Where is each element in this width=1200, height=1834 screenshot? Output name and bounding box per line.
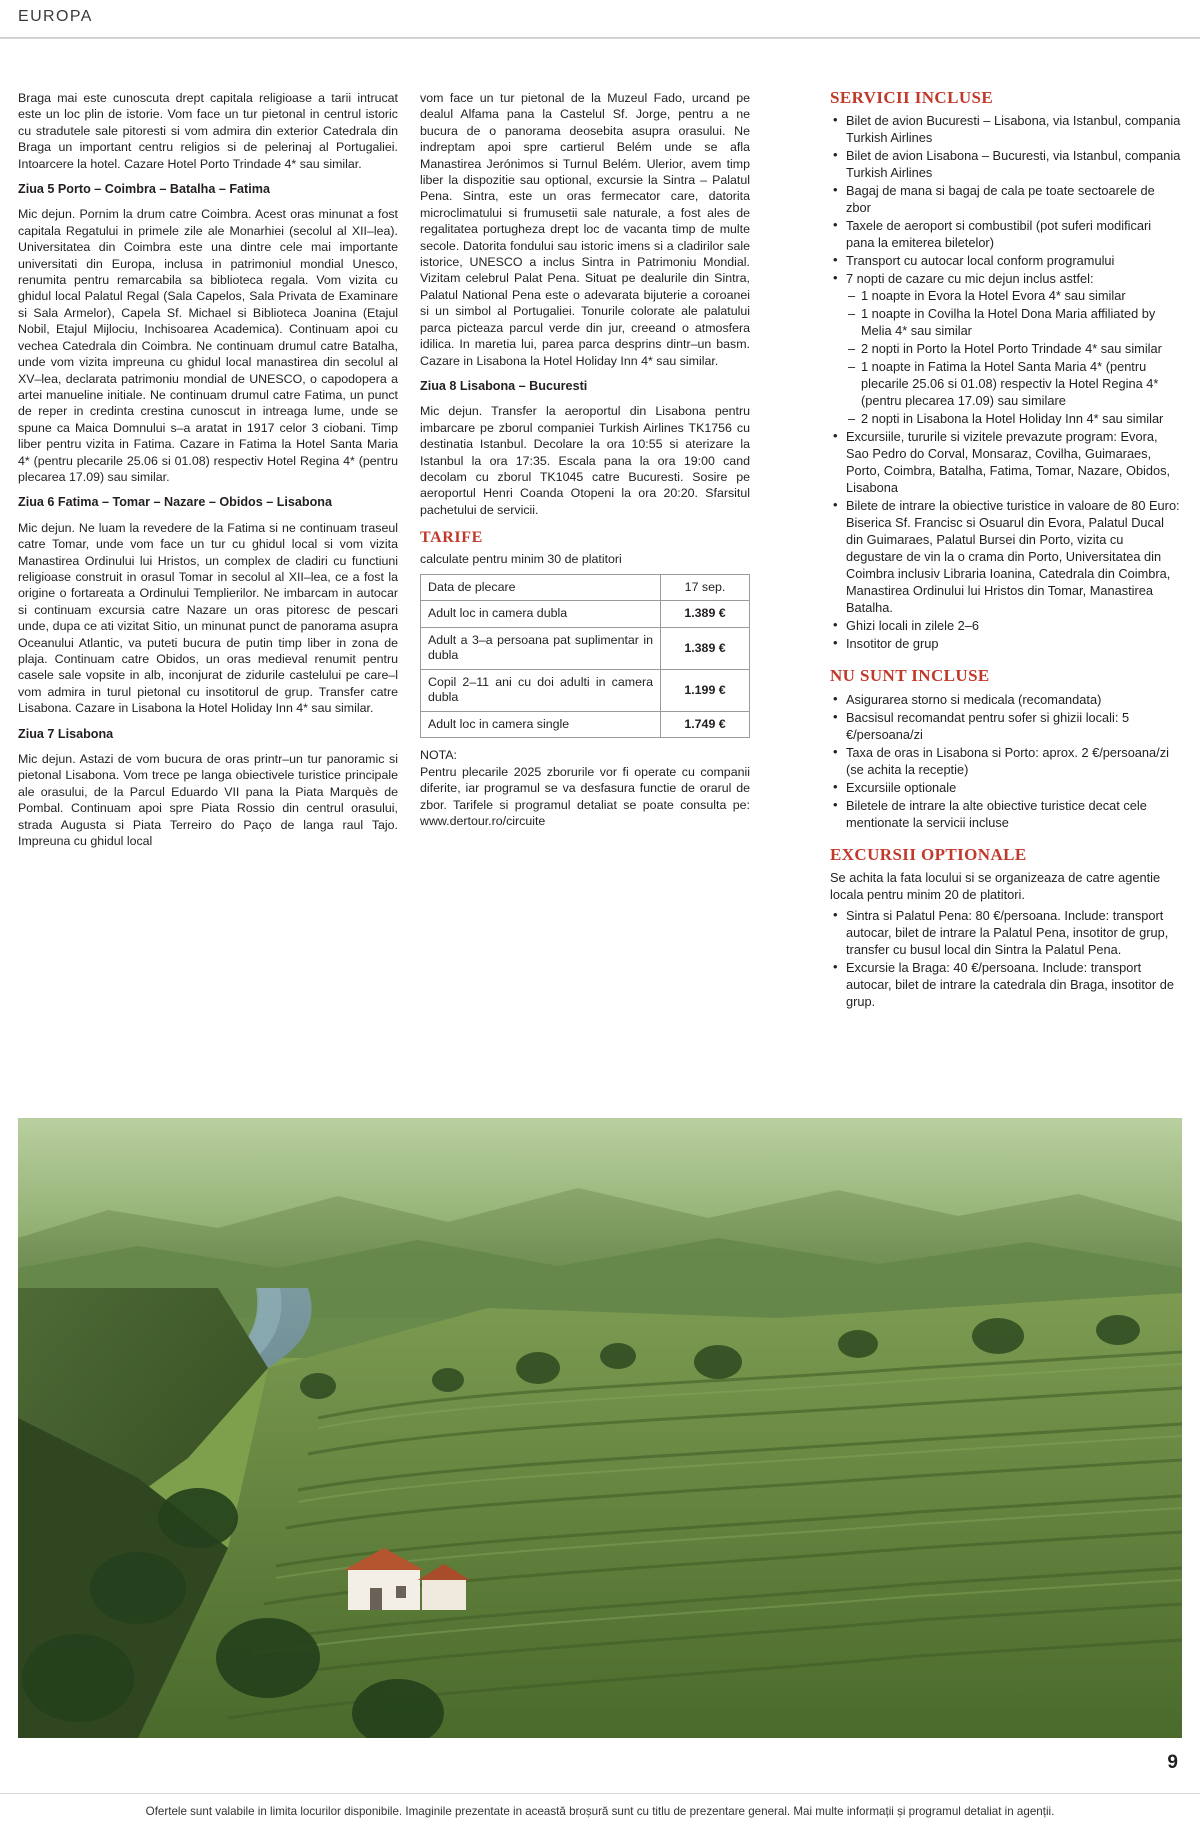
optional-excursions-list	[830, 907, 1182, 1010]
footer-disclaimer: Ofertele sunt valabile in limita locurilor disponibile. Imaginile prezentate in această broșură sunt cu titlu de prezentare general. Mai multe informații și programul detaliat in agenții.	[145, 1805, 1055, 1818]
list-item: • Bilete de intrare la obiective turistice in valoare de 80 Euro: Biserica Sf. Francisc si Osuarul din Evora, Palatul Ducal din Guimaraes, Palatul Bursei din Porto, vizita cu degustare de vin la o crama din Porto, Universitatea din Coimbra inclusiv Libraria Ioanina, Catedrala din Coimbra, Manastirea Ordinului lui Hristos din Tomar, Manastirea Batalha.	[830, 497, 1182, 616]
list-item: • Taxa de oras in Lisabona si Porto: aprox. 2 €/persoana/zi (se achita la receptie)	[830, 744, 1182, 778]
text-column-2	[420, 90, 750, 830]
page-number: 9	[1167, 1752, 1178, 1773]
included-services-list	[830, 112, 1182, 652]
list-item: – 1 noapte in Evora la Hotel Evora 4* sau similar	[846, 287, 1182, 304]
day6-paragraph: Mic dejun. Ne luam la revedere de la Fatima si ne continuam traseul catre Tomar, unde vom face un tur cu ghidul local si vom vizita Manastirea Ordinului lui Hristos, un complex de cladiri cu functiuni religioase construit in orasul Tomar in secolul al XII–lea, ce a fost la origine o fortareata a Ordinului Templierilor. Ne imbarcam in autocar si continuam excursia catre Nazare un oras pitoresc de pescari unde, dupa ce ati vizitat Sitio, un minunat punct de panorama asupra Oceanului Atlantic, va puteti bucura de putin timp liber in zona de plaja. Continuam catre Obidos, un oras medieval renumit pentru casele sale vopsite in alb, inconjurat de zidurile castelului pe care–l vom admira in turul pietonal cu insotitorul de grup. Transfer catre Lisabona. Cazare in Lisabona la Hotel Holiday Inn 4* sau similar.	[18, 520, 398, 716]
list-item: – 1 noapte in Covilha la Hotel Dona Maria affiliated by Melia 4* sau similar	[846, 305, 1182, 339]
list-item: • Bacsisul recomandat pentru sofer si ghizii locali: 5 €/persoana/zi	[830, 709, 1182, 743]
list-item-label: 7 nopti de cazare cu mic dejun inclus astfel:	[846, 271, 1094, 287]
table-cell-price: 1.749 €	[661, 711, 750, 738]
list-item: • Excursiile optionale	[830, 779, 1182, 796]
text-column-3	[830, 90, 1182, 1011]
day7-paragraph: Mic dejun. Astazi de vom bucura de oras printr–un tur panoramic si pietonal Lisabona. Vom trece pe langa obiectivele turistice principale ale orasului, de la Parcul Eduardo VII pana la Piata Marquès de Pombal. Continuam apoi spre Piata Rossio din centrul orasului, strada Augusta si Piata Terreiro do Paço de langa raul Tajo. Impreuna cu ghidul local	[18, 752, 398, 849]
table-header-label: Data de plecare	[421, 574, 661, 601]
table-row	[421, 669, 750, 711]
tarife-subtitle: calculate pentru minim 30 de platitori	[420, 551, 622, 566]
table-row	[421, 601, 750, 628]
nota-block	[420, 747, 750, 829]
table-row	[421, 627, 750, 669]
table-cell-label: Copil 2–11 ani cu doi adulti in camera dubla	[421, 669, 661, 711]
list-item: – 2 nopti in Lisabona la Hotel Holiday Inn 4* sau similar	[846, 410, 1182, 427]
list-item: • Bilet de avion Lisabona – Bucuresti, via Istanbul, compania Turkish Airlines	[830, 147, 1182, 181]
table-row	[421, 574, 750, 601]
list-item: • Bilet de avion Bucuresti – Lisabona, via Istanbul, compania Turkish Airlines	[830, 112, 1182, 146]
list-item: • Insotitor de grup	[830, 635, 1182, 652]
day5-heading: Ziua 5 Porto – Coimbra – Batalha – Fatima	[18, 182, 270, 197]
not-included-list	[830, 691, 1182, 831]
list-item: • Biletele de intrare la alte obiective turistice decat cele mentionate la servicii incluse	[830, 797, 1182, 831]
list-item: • Ghizi locali in zilele 2–6	[830, 617, 1182, 634]
table-row	[421, 711, 750, 738]
day7-heading: Ziua 7 Lisabona	[18, 726, 114, 741]
list-item	[830, 270, 1182, 427]
day6-heading: Ziua 6 Fatima – Tomar – Nazare – Obidos – Lisabona	[18, 495, 333, 510]
photo-illustration	[18, 1118, 1182, 1738]
list-item: – 1 noapte in Fatima la Hotel Santa Maria 4* (pentru plecarile 25.06 si 01.08) respectiv la Hotel Regina 4* (pentru plecarea 17.09) sau similare	[846, 358, 1182, 409]
price-table	[420, 574, 750, 739]
list-item: • Excursie la Braga: 40 €/persoana. Include: transport autocar, bilet de intrare la catedrala din Braga, insotitor de grup.	[830, 959, 1182, 1010]
day8-heading: Ziua 8 Lisabona – Bucuresti	[420, 378, 588, 393]
list-item: • Excursiile, tururile si vizitele prevazute program: Evora, Sao Pedro do Corval, Monsaraz, Covilha, Guimaraes, Porto, Coimbra, Batalha, Fatima, Tomar, Nazare, Obidos, Lisabona	[830, 428, 1182, 496]
text-column-1	[18, 90, 398, 858]
table-header-value: 17 sep.	[661, 574, 750, 601]
nota-text: Pentru plecarile 2025 zborurile vor fi operate cu companii diferite, iar programul se va desfasura functie de orarul de zbor. Tarifele si programul detaliat se poate consulta pe: www.dertour.ro/circuite	[420, 764, 750, 829]
table-cell-price: 1.199 €	[661, 669, 750, 711]
list-item: • Transport cu autocar local conform programului	[830, 252, 1182, 269]
intro-paragraph: Braga mai este cunoscuta drept capitala religioase a tarii intrucat este un loc plin de istorie. Vom face un tur pietonal in centrul istoric cu stradutele sale pitoresti si vom admira din exterior Catedrala din Braga un important centru religios si de pelerinaj al Portugaliei. Intoarcere la hotel. Cazare Hotel Porto Trindade 4* sau similar.	[18, 91, 398, 171]
included-services-heading: SERVICII INCLUSE	[830, 88, 994, 107]
header-divider	[0, 37, 1200, 38]
optional-excursions-heading: EXCURSII OPTIONALE	[830, 844, 1027, 864]
hotel-sublist	[846, 287, 1182, 427]
list-item: – 2 nopti in Porto la Hotel Porto Trindade 4* sau similar	[846, 340, 1182, 357]
list-item: • Sintra si Palatul Pena: 80 €/persoana. Include: transport autocar, bilet de intrare la Palatul Pena, insotitor de grup, transfer cu busul local din Sintra la Palatul Pena.	[830, 907, 1182, 958]
not-included-heading: NU SUNT INCLUSE	[830, 666, 990, 686]
nota-title: NOTA:	[420, 748, 457, 763]
table-cell-price: 1.389 €	[661, 627, 750, 669]
header-section-label: EUROPA	[18, 8, 93, 25]
optional-intro-text: Se achita la fata locului si se organizeaza de catre agentie locala pentru minim 20 de platitori.	[830, 870, 1161, 903]
list-item: • Taxele de aeroport si combustibil (pot suferi modificari pana la emiterea biletelor)	[830, 217, 1182, 251]
list-item: • Asigurarea storno si medicala (recomandata)	[830, 691, 1182, 708]
day8-paragraph: Mic dejun. Transfer la aeroportul din Lisabona pentru imbarcare pe zborul companiei Turkish Airlines TK1756 cu destinatia Istanbul. Decolare la ora 10:55 si aterizare la Istanbul la ora 17:35. Escala pana la ora 19:00 cand decolam cu zborul TK1045 catre Bucuresti. Sosire pe aeroportul Henri Coanda Otopeni la ora 20:20. Sfarsitul pachetului de servicii.	[420, 404, 750, 517]
day5-paragraph: Mic dejun. Pornim la drum catre Coimbra. Acest oras minunat a fost capitala Regatului in primele zile ale Monarhiei (secolul al XII–lea). Universitatea din Coimbra este una dintre cele mai importante universitati din Europa, inclusa in patrimoniul mondial Unesco, renumita pentru remarcabila sa biblioteca regala. Vom vizita cu ghidul local Palatul Regal (Sala Capelos, Sala Privata de Examinare si Sala Armelor), Capela Sf. Michael si Biblioteca Joanina (Etajul Nobil, Etajul Mijlociu, Inchisoarea Academica). Continuam apoi cu vechea Catedrala din Coimbra. Ne continuam drumul catre Batalha, unde vom vizita impreuna cu ghidul local manastirea din secolul al XV–lea, declarata patrimoniu mondial de UNESCO, o capodopera a artei manueline initiale. Ne continuam drumul catre Fatima, un punct de reper in credinta crestina cunoscut in intreaga lume, unde se spune ca Maica Domnului s–a aratat in 1917 celor 3 ciobani. Timp liber pentru vizita in Fatima. Cazare in Fatima la Hotel Santa Maria 4* (pentru plecarile 25.06 si 01.08) respectiv Hotel Regina 4* (pentru plecarea 17.09) sau similar.	[18, 207, 398, 484]
table-cell-price: 1.389 €	[661, 601, 750, 628]
list-item: • Bagaj de mana si bagaj de cala pe toate sectoarele de zbor	[830, 182, 1182, 216]
table-cell-label: Adult loc in camera single	[421, 711, 661, 738]
table-cell-label: Adult loc in camera dubla	[421, 601, 661, 628]
day7-continued-paragraph: vom face un tur pietonal de la Muzeul Fado, urcand pe dealul Alfama pana la Castelul Sf. Jorge, pentru a ne bucura de o panorama deosebita asupra orasului. Ne indreptam apoi spre cartierul Belém unde se afla Manastirea Jerónimos si Turnul Belém. Ulerior, avem timp liber la dispozitie sau optional, excursie la Sintra – Palatul Pena. Sintra, este un oras fermecator care, datorita microclimatului si frumusetii sale naturale, a fost ales de regalitatea portugheza drept loc de vacanta timp de multe secole. Datorita fondului sau istoric imens si a cladirilor sale istorice, UNESCO a inclus Sintra in Patrimoniu Mondial. Vizitam celebrul Palat Pena. Situat pe dealurile din Sintra, Palatul National Pena este o adevarata bijuterie a coroanei si un simbol al Portugaliei. Tonurile colorate ale palatului parca picteaza parcul verde din jur, creeand o atmosfera idilica. In maretia lui, parea parca desprins dintr–un basm. Cazare in Lisabona la Hotel Holiday Inn 4* sau similar.	[420, 91, 750, 368]
page-header	[0, 0, 1200, 39]
douro-valley-photo	[18, 1118, 1182, 1738]
tarife-heading: TARIFE	[420, 529, 483, 547]
table-cell-label: Adult a 3–a persoana pat suplimentar in dubla	[421, 627, 661, 669]
